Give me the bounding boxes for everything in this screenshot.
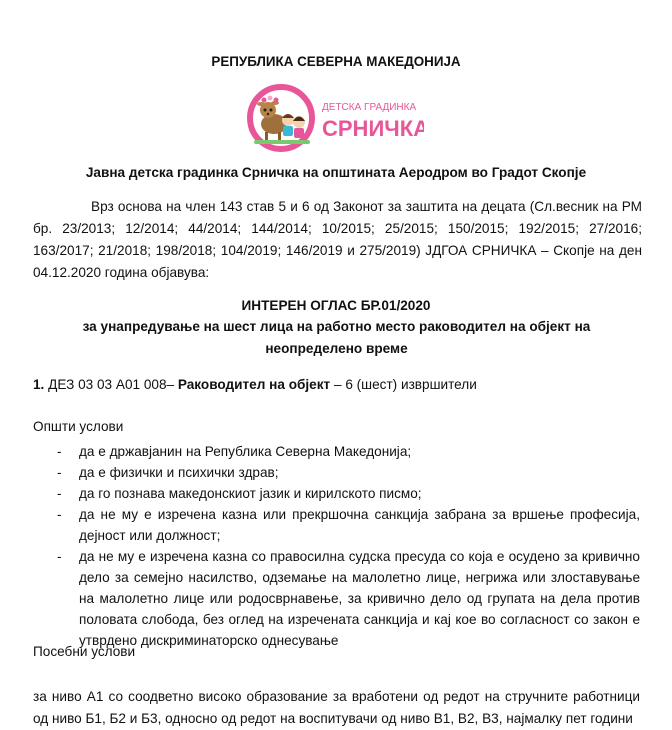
- special-conditions-text: за ниво А1 со соодветно високо образование за вработени од редот на стручните работници од ниво Б1, Б2 и Б3, односно од редот на воспитувачи од ниво В1, В2, В3, најмалку пет години: [33, 689, 640, 726]
- special-conditions-label: Посебни услови: [33, 644, 136, 659]
- ad-subtitle: за унапредување на шест лица на работно место раководител на објект на неопределено време: [82, 319, 591, 356]
- list-item: [57, 546, 640, 651]
- republic-heading: РЕПУБЛИКА СЕВЕРНА МАКЕДОНИЈА: [211, 54, 461, 69]
- list-dash: -: [57, 549, 62, 564]
- list-dash: -: [57, 507, 62, 522]
- position-number: 1.: [33, 377, 45, 392]
- position-code: ДЕЗ 03 03 А01 008–: [44, 377, 178, 392]
- list-item: [57, 462, 640, 483]
- logo-text-top: ДЕТСКА ГРАДИНКА: [322, 102, 417, 113]
- intro-paragraph: Врз основа на член 143 став 5 и 6 од Законот за заштита на децата (Сл.весник на РМ бр. 23/2013; 12/2014; 44/2014; 144/2014; 10/2015; 25/2015; 150/2015; 192/2015; 27/2016; 163/2017; 21/2018; 198/2018; 104/2019; 146/2019 и 275/2019) ЈДГОА СРНИЧКА – Скопје на ден 04.12.2020 година објавува:: [33, 199, 642, 280]
- logo-graphic: [244, 80, 424, 154]
- list-item-text: да е физички и психички здрав;: [79, 465, 279, 480]
- kindergarten-logo: [244, 80, 424, 154]
- list-item: [57, 504, 640, 546]
- list-item: [57, 483, 640, 504]
- list-dash: -: [57, 465, 62, 480]
- ad-title: ИНТЕРЕН ОГЛАС БР.01/2020: [241, 298, 431, 313]
- list-item-text: да не му е изречена казна или прекршочна санкција забрана за вршење професија, дејност или должност;: [79, 507, 640, 543]
- position-count: – 6 (шест) извршители: [330, 377, 477, 392]
- position-line: [33, 377, 477, 392]
- list-dash: -: [57, 444, 62, 459]
- list-item: [57, 441, 640, 462]
- kindergarten-subtitle: Јавна детска градинка Срничка на општината Аеродром во Градот Скопје: [85, 165, 587, 180]
- list-item-text: да е државјанин на Република Северна Македонија;: [79, 444, 412, 459]
- logo-text-main: СРНИЧКА: [322, 116, 424, 141]
- general-conditions-label: Општи услови: [33, 419, 124, 434]
- general-conditions-list: [57, 441, 640, 651]
- position-title: Раководител на објект: [177, 377, 331, 392]
- list-dash: -: [57, 486, 62, 501]
- list-item-text: да не му е изречена казна со правосилна судска пресуда со која е осудено за кривично дело за семејно насилство, одземање на малолетно лице, негрижа или злоставување на малолетно лице или родосврнавење, за кривично дело од групата на дела против половата слобода, без оглед на изречената санкција и кај кое во согласност со закон е утврдено дискриминаторско однесување: [79, 549, 640, 648]
- list-item-text: да го познава македонскиот јазик и кирилското писмо;: [79, 486, 422, 501]
